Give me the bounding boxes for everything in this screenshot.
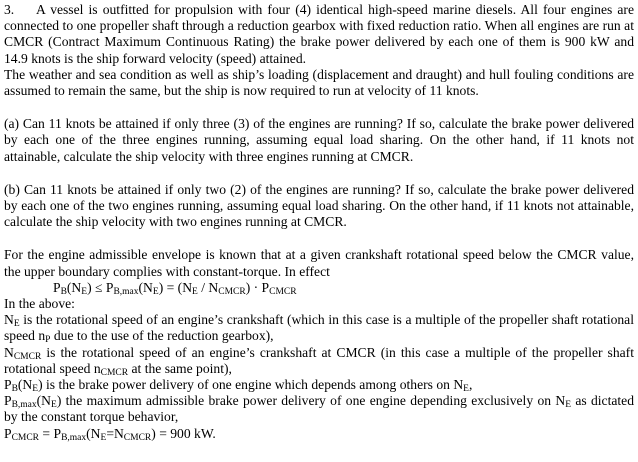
definition-pcmcr: $P_{CMCR} = P_{B,max}(N_E=N_{CMCR}) = 900$ kW. [4,425,216,443]
paragraph-gap [4,165,634,182]
in-the-above-label: In the above: [4,296,75,312]
paragraph-gap [4,99,634,116]
definition-pbmax: $P_{B,max}(N_E)$ the maximum admissible brake power delivery of one engine depending exclusively on $N_E$ as dictated by the constant torque behavior, [4,393,634,425]
part-b-paragraph: (b) Can 11 knots be attained if only two (2) of the engines are running? If so, calculate the brake power delivered by each one of the two engines running, assuming equal load sharing. On the other hand, if 11 knots not attainable, calculate the ship velocity with two engines running at CMCR. [4,181,634,230]
part-a-paragraph: (a) Can 11 knots be attained if only three (3) of the engines are running? If so, calculate the brake power delivered by each one of the three engines running, assuming equal load sharing. On the other hand, if 11 knots not attainable, calculate the ship velocity with three engines running at CMCR. [4,116,634,164]
definition-ne: $N_E$ is the rotational speed of an engine’s crankshaft (which in this case is a multiple of the propeller shaft rotational speed $n_P$ due to the use of the reduction gearbox), [4,312,634,346]
definition-ncmcr: $N_{CMCR}$ is the rotational speed of an engine’s crankshaft at CMCR (in this case a multiple of the propeller shaft rotational speed $n_{CMCR}$ at the same point), [4,344,634,378]
constant-torque-formula: $P_B(N_E) \le P_{B,max}(N_E) = (N_E / N_{CMCR}) \cdot P_{CMCR}$ [53,279,297,297]
problem-intro-paragraph [4,2,634,67]
problem-conditions-paragraph: The weather and sea condition as well as ship’s loading (displacement and draught) and hull fouling conditions are assumed to remain the same, but the ship is now required to run at velocity of 11 knots. [4,66,634,99]
problem-number: 3. [4,2,15,17]
problem-intro-text: A vessel is outfitted for propulsion with four (4) identical high-speed marine diesels. All four engines are connected to one propeller shaft through a reduction gearbox with fixed reduction ratio. When all engines are run at CMCR (Contract Maximum Continuous Rating) the brake power delivered by each one of them is 900 kW and 14.9 knots is the ship forward velocity (speed) attained. [4,2,634,66]
definition-pb: $P_B(N_E)$ is the brake power delivery of one engine which depends among others on $N_E$, [4,377,473,395]
problem-document [4,2,634,442]
envelope-intro-paragraph: For the engine admissible envelope is known that at a given crankshaft rotational speed below the CMCR value, the upper boundary complies with constant-torque. In effect [4,247,634,279]
paragraph-gap [4,230,634,247]
